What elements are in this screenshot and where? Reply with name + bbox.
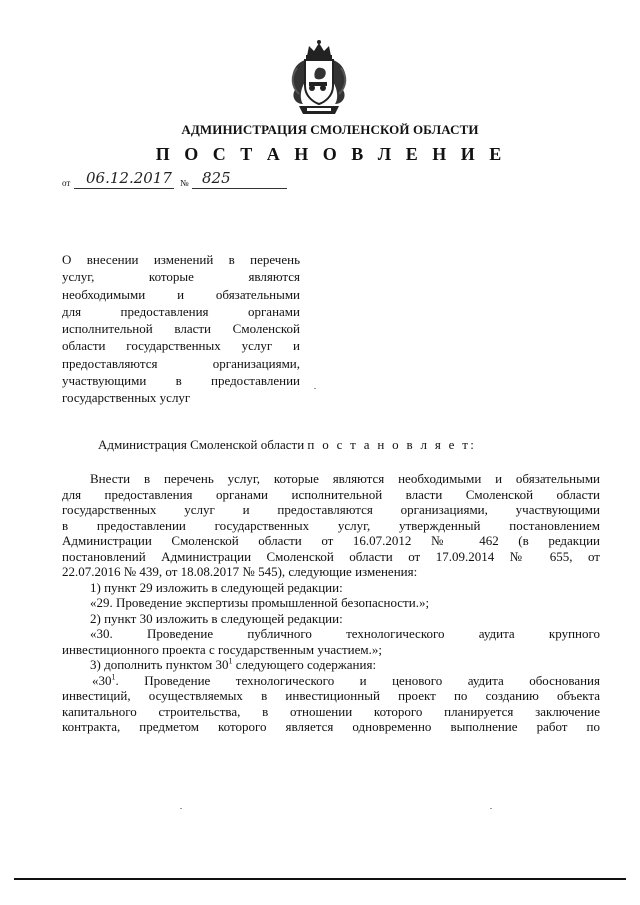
document-body	[62, 471, 600, 735]
document-type-title: П О С Т А Н О В Л Е Н И Е	[155, 144, 507, 164]
item-3-text	[62, 673, 600, 689]
subject-line: области государственных услуг и	[62, 338, 300, 354]
body-line: 22.07.2016 № 439, от 18.08.2017 № 545), следующие изменения:	[62, 564, 418, 579]
date-underline	[74, 188, 174, 189]
subject-line: услуг, которые являются	[62, 269, 300, 285]
item-1-text: «29. Проведение экспертизы промышленной безопасности.»;	[90, 595, 430, 610]
subject-line: О внесении изменений в перечень	[62, 252, 300, 267]
body-line: для предоставления органами исполнительной власти Смоленской области	[62, 486, 600, 502]
subject-line: предоставляются организациями,	[62, 355, 300, 371]
subject-line: необходимыми и обязательными	[62, 286, 300, 302]
organization-title: АДМИНИСТРАЦИЯ СМОЛЕНСКОЙ ОБЛАСТИ	[181, 122, 479, 137]
body-line: постановлений Администрации Смоленской области от 17.09.2014 № 655, от	[62, 548, 600, 564]
item-3-text-cont: инвестиций, осуществляемых в инвестиционный проект по созданию объекта	[62, 688, 600, 703]
coat-of-arms-icon	[283, 38, 355, 118]
footer-rule	[14, 878, 626, 880]
number-value: 825	[202, 169, 231, 187]
item-3-text-sup: 1	[111, 672, 116, 682]
item-3	[62, 657, 600, 673]
subject-line: государственных услуг	[62, 390, 191, 406]
item-3-sup: 1	[228, 656, 233, 666]
item-2-text-cont: инвестиционного проекта с государственным участием.»;	[62, 641, 382, 657]
decree-line	[98, 437, 476, 453]
item-3-text-cont: капитального строительства, в отношении которого планируется заключение	[62, 703, 600, 719]
subject-line: исполнительной власти Смоленской	[62, 321, 300, 337]
decree-word: п о с т а н о в л я е т:	[307, 437, 477, 452]
body-line: государственных услуг и предоставляются организациями, участвующими	[62, 502, 600, 517]
item-1: 1) пункт 29 изложить в следующей редакции:	[90, 579, 343, 595]
item-3-pre: 3) дополнить пунктом 30	[90, 657, 229, 672]
item-3-text-cont: контракта, предметом которого является одновременно выполнение работ по	[62, 719, 600, 734]
body-line: Администрации Смоленской области от 16.07.2012 № 462 (в редакции	[62, 533, 600, 548]
item-3-post: следующего содержания:	[232, 657, 377, 672]
subject-block	[62, 251, 300, 407]
body-line: Внести в перечень услуг, которые являются необходимыми и обязательными	[90, 471, 600, 486]
body-line: в предоставлении государственных услуг, утвержденный постановлением	[62, 517, 600, 533]
item-2-text: «30. Проведение публичного технологического аудита крупного	[90, 626, 600, 641]
item-3-text-pre: «30	[92, 672, 112, 688]
number-underline	[192, 188, 287, 189]
decree-text: Администрация Смоленской области	[98, 437, 305, 452]
number-label: №	[180, 178, 189, 188]
item-3-text-l1: . Проведение технологического и ценового аудита обоснования	[115, 672, 600, 688]
date-number-line	[62, 170, 302, 192]
subject-line: для предоставления органами	[62, 303, 300, 319]
subject-line: участвующими в предоставлении	[62, 373, 300, 389]
date-value: 06.12.2017	[86, 169, 172, 187]
item-2: 2) пункт 30 изложить в следующей редакции:	[90, 610, 343, 626]
date-label: от	[62, 178, 71, 188]
